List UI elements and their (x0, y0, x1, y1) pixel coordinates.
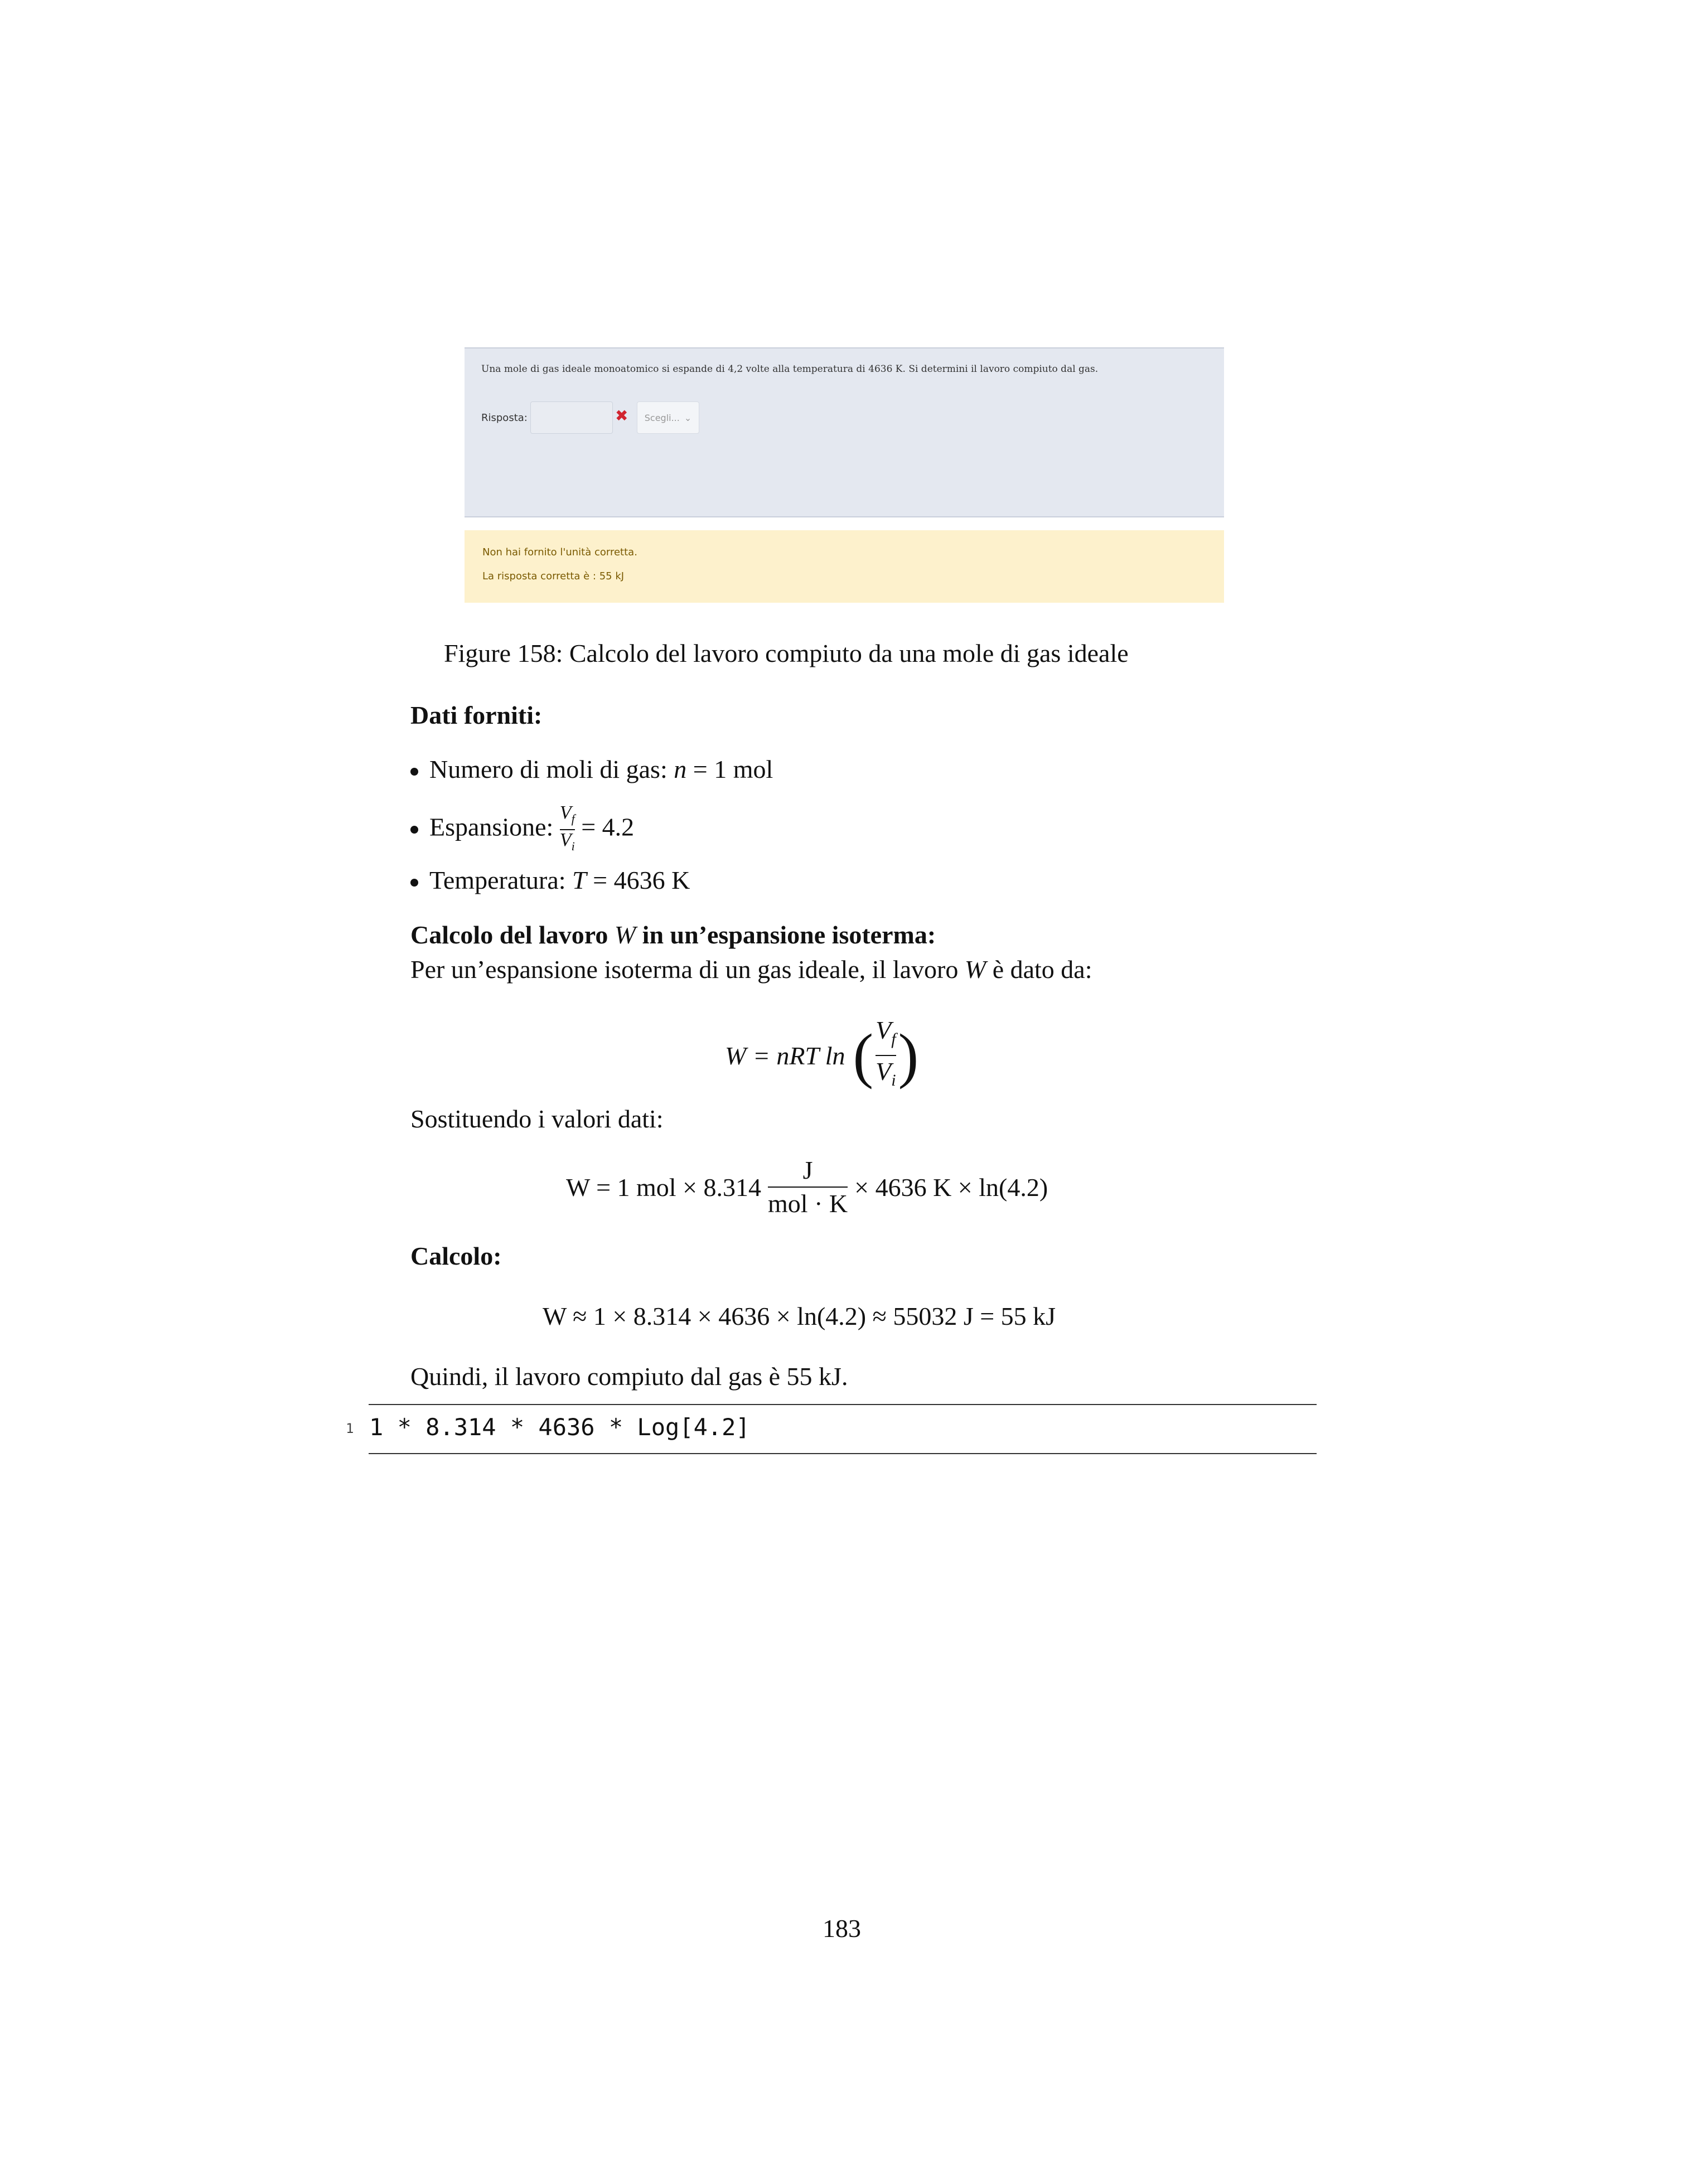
feedback-unit-message: Non hai fornito l'unità corretta. (482, 546, 637, 558)
bullet (410, 879, 418, 887)
code-rule-top (369, 1404, 1317, 1405)
expansion-ratio: $\frac{V_f}{V_i}$ (560, 803, 575, 856)
bullet (410, 826, 418, 834)
page-number: 183 (823, 1914, 861, 1943)
feedback-box (465, 530, 1224, 603)
wrong-answer-icon: ✖ (615, 406, 628, 425)
code-line: 1 * 8.314 * 4636 * Log[4.2] (369, 1413, 750, 1441)
substitution-formula: W = 1 mol × 8.314 $\frac{J}{\text{mol · K}}$ × 4636 K × ln(4.2) (566, 1154, 1048, 1220)
bullet (410, 768, 418, 776)
section-heading-data: Dati forniti: (410, 701, 543, 729)
calculation-result: W ≈ 1 × 8.314 × 4636 × ln(4.2) ≈ 55032 J = 55 kJ (543, 1302, 1056, 1330)
substitution-text: Sostituendo i valori dati: (410, 1105, 664, 1133)
code-line-number: 1 (346, 1421, 354, 1436)
quiz-screenshot (465, 347, 1224, 517)
section-heading-isothermal: Calcolo del lavoro W in un’espansione isoterma: (410, 921, 936, 949)
list-item: Espansione: $\frac{V_f}{V_i}$ = 4.2 (410, 803, 634, 856)
answer-input[interactable] (530, 401, 613, 434)
chevron-down-icon: ⌄ (684, 412, 692, 423)
isothermal-intro: Per un’espansione isoterma di un gas ideale, il lavoro W è dato da: (410, 955, 1092, 984)
code-rule-bottom (369, 1453, 1317, 1454)
quiz-question: Una mole di gas ideale monoatomico si espande di 4,2 volte alla temperatura di 4636 K. Si determini il lavoro compiuto dal gas. (481, 364, 1099, 375)
unit-select[interactable] (637, 401, 699, 434)
unit-select-label: Scegli... (644, 412, 680, 423)
answer-label: Risposta: (481, 412, 528, 424)
figure-caption: Figure 158: Calcolo del lavoro compiuto da una mole di gas ideale (444, 639, 1129, 667)
feedback-correct-answer: La risposta corretta è : 55 kJ (482, 570, 625, 582)
section-heading-calc: Calcolo: (410, 1242, 502, 1270)
conclusion: Quindi, il lavoro compiuto dal gas è 55 kJ. (410, 1362, 848, 1391)
list-item: Numero di moli di gas: n = 1 mol (410, 754, 773, 784)
list-item: Temperatura: T = 4636 K (410, 865, 690, 895)
work-formula: W = nRT ln ( $\frac{V_f}{V_i}$ ) (725, 1015, 918, 1096)
